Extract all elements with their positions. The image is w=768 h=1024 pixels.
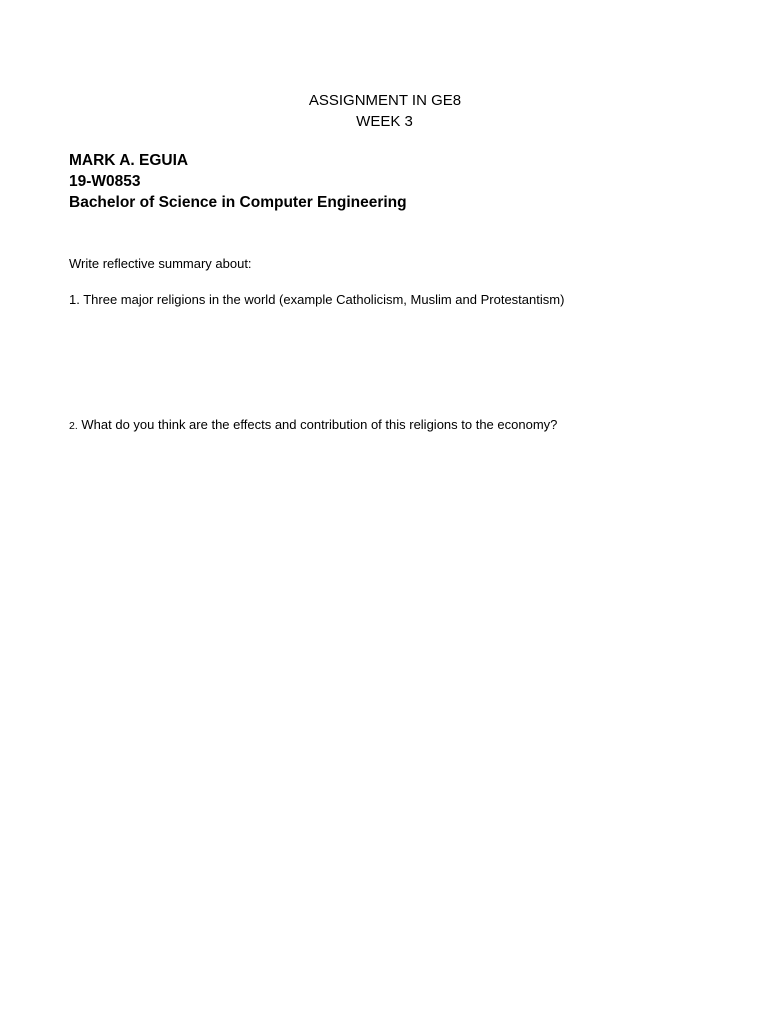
- student-id: 19-W0853: [69, 173, 141, 190]
- assignment-title: ASSIGNMENT IN GE8: [308, 92, 462, 109]
- week-label: WEEK 3: [356, 113, 413, 130]
- author-name: MARK A. EGUIA: [69, 152, 189, 169]
- question-item: [69, 291, 564, 309]
- author-block: [69, 150, 407, 213]
- instruction-text: Write reflective summary about:: [69, 256, 252, 271]
- question-text: Three major religions in the world (example Catholicism, Muslim and Protestantism): [83, 292, 565, 307]
- title-block: [0, 90, 768, 132]
- degree-program: Bachelor of Science in Computer Engineering: [69, 194, 407, 211]
- question-number: 2.: [69, 420, 78, 432]
- question-item: [69, 416, 557, 435]
- question-text: What do you think are the effects and contribution of this religions to the economy?: [81, 417, 558, 432]
- question-number: 1.: [69, 292, 80, 307]
